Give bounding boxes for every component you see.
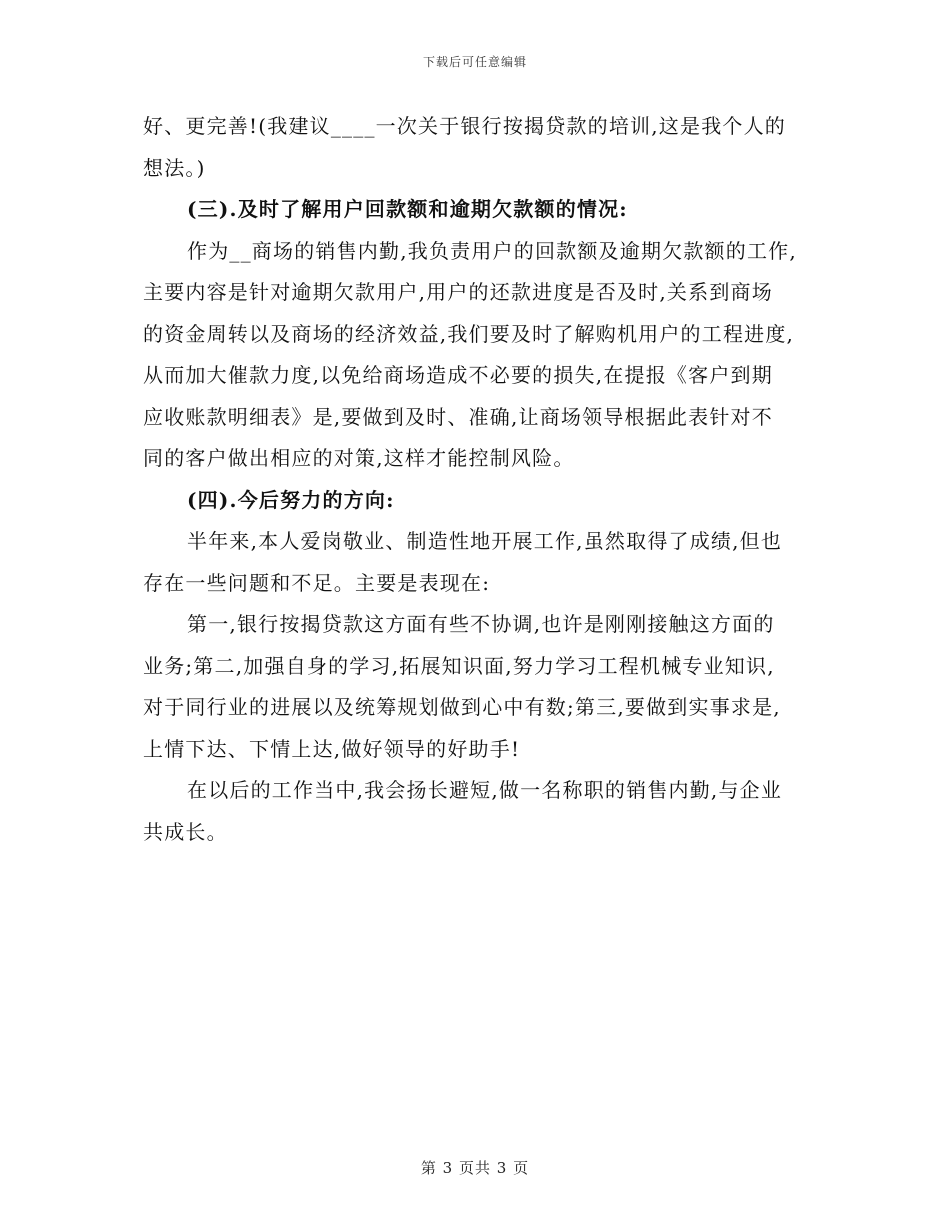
body-line: 共成长。 xyxy=(143,819,228,844)
section-heading: (三).及时了解用户回款额和逾期欠款额的情况: xyxy=(187,197,628,221)
body-line: 业务;第二,加强自身的学习,拓展知识面,努力学习工程机械专业知识, xyxy=(143,653,775,678)
body-line: 的资金周转以及商场的经济效益,我们要及时了解购机用户的工程进度, xyxy=(143,321,795,346)
body-line: 从而加大催款力度,以免给商场造成不必要的损失,在提报《客户到期 xyxy=(143,363,773,387)
body-line: 想法。) xyxy=(143,155,206,180)
body-line: 上情下达、下情上达,做好领导的好助手! xyxy=(143,736,521,761)
paragraph-first-line: 半年来,本人爱岗敬业、制造性地开展工作,虽然取得了成绩,但也 xyxy=(187,529,783,553)
body-line: 主要内容是针对逾期欠款用户,用户的还款进度是否及时,关系到商场 xyxy=(143,280,773,304)
body-line: 同的客户做出相应的对策,这样才能控制风险。 xyxy=(143,446,575,470)
section-heading: (四).今后努力的方向: xyxy=(187,487,395,512)
document-body xyxy=(143,106,813,853)
body-line: 存在一些问题和不足。主要是表现在: xyxy=(143,570,491,595)
page-footer: 第 3 页共 3 页 xyxy=(420,1159,530,1177)
paragraph-first-line: 第一,银行按揭贷款这方面有些不协调,也许是刚刚接触这方面的 xyxy=(187,612,775,636)
body-line: 对于同行业的进展以及统筹规划做到心中有数;第三,要做到实事求是, xyxy=(143,695,781,719)
paragraph-first-line: 作为__商场的销售内勤,我负责用户的回款额及逾期欠款额的工作, xyxy=(187,238,797,263)
page-header: 下载后可任意编辑 xyxy=(422,55,527,69)
body-line: 好、更完善!(我建议____一次关于银行按揭贷款的培训,这是我个人的 xyxy=(143,114,786,138)
paragraph-first-line: 在以后的工作当中,我会扬长避短,做一名称职的销售内勤,与企业 xyxy=(187,778,783,802)
body-line: 应收账款明细表》是,要做到及时、准确,让商场领导根据此表针对不 xyxy=(143,404,773,429)
